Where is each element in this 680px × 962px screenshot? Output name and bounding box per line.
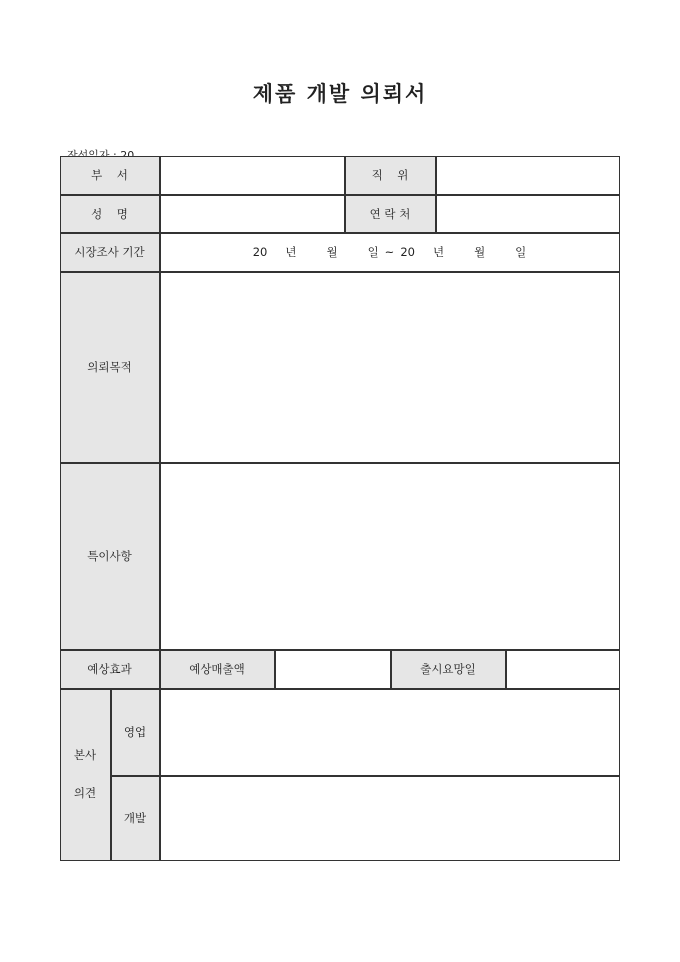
notes-field[interactable] <box>160 463 620 650</box>
dev-dept-label: 개발 <box>111 776 160 861</box>
period-start-year: 20 <box>252 245 268 259</box>
period-start-year-unit: 년 <box>285 245 297 259</box>
name-label: 성 명 <box>60 195 160 233</box>
release-date-field[interactable] <box>506 650 620 689</box>
purpose-field[interactable] <box>160 272 620 463</box>
department-label: 부 서 <box>60 156 160 195</box>
period-end-year: 20 <box>400 245 415 259</box>
position-label: 직 위 <box>345 156 436 195</box>
period-separator: ~ <box>384 245 395 259</box>
period-start-day-unit: 일 <box>367 245 379 259</box>
release-date-label: 출시요망일 <box>391 650 506 689</box>
effect-label: 예상효과 <box>60 650 160 689</box>
hq-opinion-label-line-2: 의견 <box>73 786 97 800</box>
notes-label: 특이사항 <box>60 463 160 650</box>
sales-dept-opinion-field[interactable] <box>160 689 620 776</box>
survey-period-field[interactable] <box>160 233 620 272</box>
period-end-day-unit: 일 <box>515 245 527 259</box>
department-field[interactable] <box>160 156 345 195</box>
period-end-month-unit: 월 <box>474 245 486 259</box>
name-field[interactable] <box>160 195 345 233</box>
dev-dept-opinion-field[interactable] <box>160 776 620 861</box>
expected-sales-field[interactable] <box>275 650 391 689</box>
period-end-year-unit: 년 <box>432 245 445 259</box>
contact-field[interactable] <box>436 195 620 233</box>
hq-opinion-label <box>60 689 111 861</box>
survey-period-label: 시장조사 기간 <box>60 233 160 272</box>
sales-dept-label: 영업 <box>111 689 160 776</box>
position-field[interactable] <box>436 156 620 195</box>
expected-sales-label: 예상매출액 <box>160 650 275 689</box>
purpose-label: 의뢰목적 <box>60 272 160 463</box>
period-start-month-unit: 월 <box>326 245 338 259</box>
hq-opinion-label-line-1: 본사 <box>73 747 97 762</box>
page-title: 제품 개발 의뢰서 <box>252 81 428 106</box>
contact-label: 연 락 처 <box>345 195 436 233</box>
